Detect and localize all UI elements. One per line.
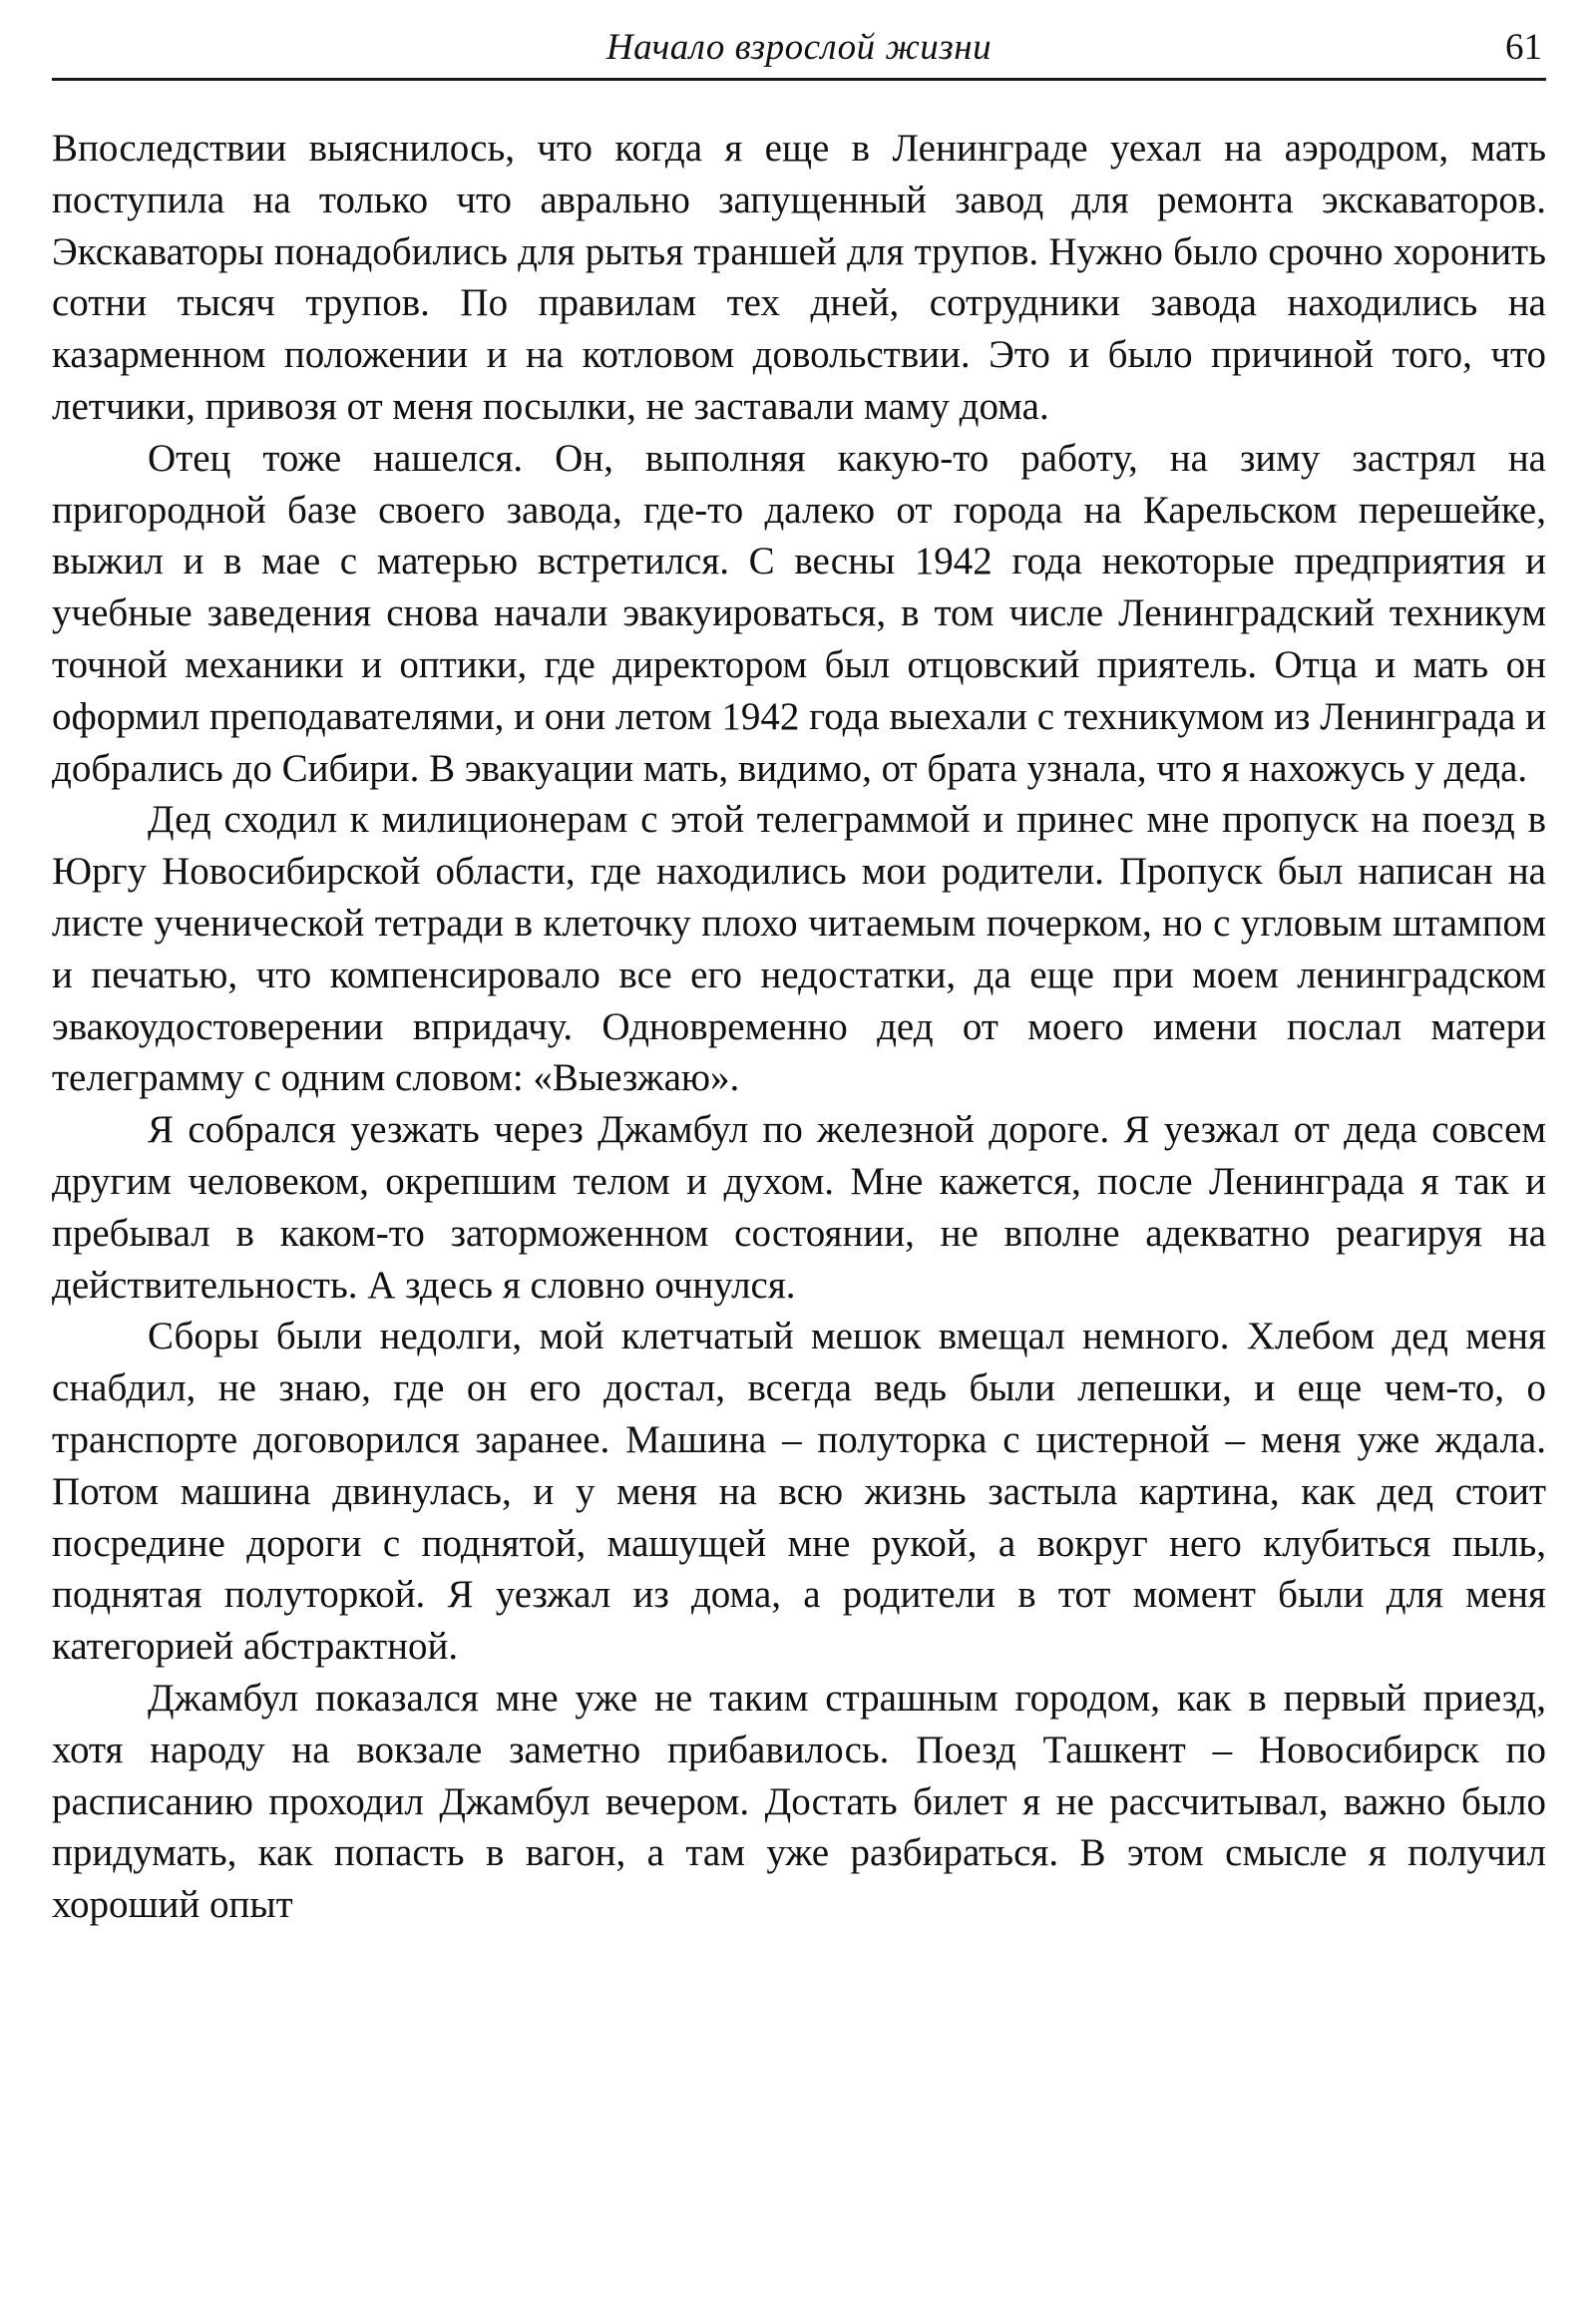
book-page bbox=[52, 14, 1546, 2298]
page-number: 61 bbox=[1505, 27, 1542, 68]
body-text bbox=[52, 123, 1546, 1931]
paragraph: Впоследствии выяснилось, что когда я еще в Ленинграде уехал на аэродром, мать поступила на только что аврально запущенный завод для ремонта экскаваторов. Экскаваторы понадобились для рытья траншей для трупов. Нужно было срочно хоронить сотни тысяч трупов. По правилам тех дней, сотрудники завода находились на казарменном положении и на котловом довольствии. Это и было причиной того, что летчики, привозя от меня посылки, не заставали маму дома. bbox=[52, 127, 1546, 428]
paragraph: Я собрался уезжать через Джамбул по железной дороге. Я уезжал от деда совсем другим человеком, окрепшим телом и духом. Мне кажется, после Ленинграда я так и пребывал в каком-то заторможенном состоянии, не вполне адекватно реагируя на действительность. А здесь я словно очнулся. bbox=[52, 1108, 1546, 1307]
paragraph: Сборы были недолги, мой клетчатый мешок вмещал немного. Хлебом дед меня снабдил, не знаю, где он его достал, всегда ведь были лепешки, и еще чем-то, о транспорте договорился заранее. Машина – полуторка с цистерной – меня уже ждала. Потом машина двинулась, и у меня на всю жизнь застыла картина, как дед стоит посредине дороги с поднятой, машущей мне рукой, а вокруг него клубиться пыль, поднятая полуторкой. Я уезжал из дома, а родители в тот момент были для меня категорией абстрактной. bbox=[52, 1315, 1546, 1669]
paragraph: Джамбул показался мне уже не таким страшным городом, как в первый приезд, хотя народу на вокзале заметно прибавилось. Поезд Ташкент – Новосибирск по расписанию проходил Джамбул вечером. Достать билет я не рассчитывал, важно было придумать, как попасть в вагон, а там уже разбираться. В этом смысле я получил хороший опыт bbox=[52, 1676, 1546, 1927]
paragraph: Дед сходил к милиционерам с этой телеграммой и принес мне пропуск на поезд в Юргу Новосибирской области, где находились мои родители. Пропуск был написан на листе ученической тетради в клеточку плохо читаемым почерком, но с угловым штампом и печатью, что компенсировало все его недостатки, да еще при моем ленинградском эвакоудостоверении впридачу. Одновременно дед от моего имени послал матери телеграмму с одним словом: «Выезжаю». bbox=[52, 798, 1546, 1100]
chapter-title: Начало взрослой жизни bbox=[605, 27, 993, 68]
paragraph: Отец тоже нашелся. Он, выполняя какую-то работу, на зиму застрял на пригородной базе своего завода, где-то далеко от города на Карельском перешейке, выжил и в мае с матерью встретился. С весны 1942 года некоторые предприятия и учебные заведения снова начали эвакуироваться, в том числе Ленинградский техникум точной механики и оптики, где директором был отцовский приятель. Отца и мать он оформил преподавателями, и они летом 1942 года выехали с техникумом из Ленинграда и добрались до Сибири. В эвакуации мать, видимо, от брата узнала, что я нахожусь у деда. bbox=[52, 436, 1546, 790]
running-header bbox=[52, 14, 1546, 81]
